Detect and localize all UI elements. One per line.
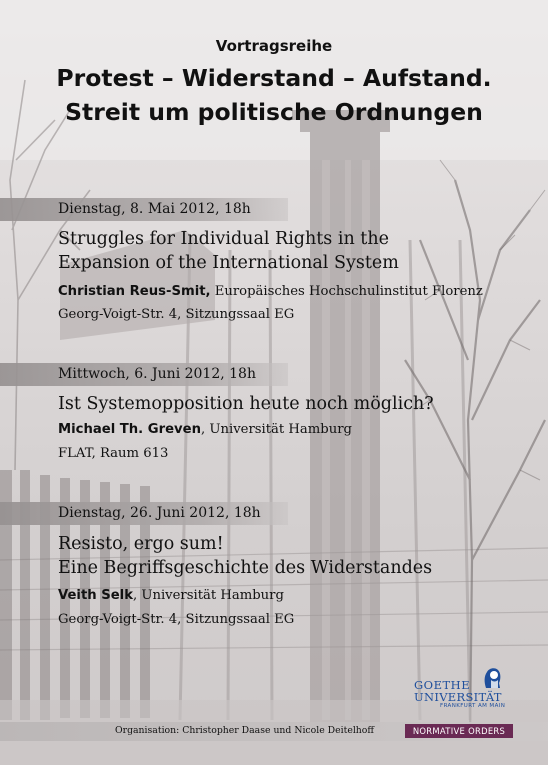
normative-orders-badge: NORMATIVE ORDERS bbox=[405, 724, 513, 738]
speaker-affiliation: , Universität Hamburg bbox=[132, 588, 284, 603]
lecture-title-line: Ist Systemopposition heute noch möglich? bbox=[58, 394, 434, 414]
logo-text-universitaet: UNIVERSITÄT bbox=[414, 690, 502, 704]
lecture-title-line: Eine Begriffsgeschichte des Widerstandes bbox=[58, 558, 433, 578]
speaker-affiliation: Europäisches Hochschulinstitut Florenz bbox=[210, 284, 483, 299]
series-label: Vortragsreihe bbox=[215, 37, 333, 55]
lecture-venue: Georg-Voigt-Str. 4, Sitzungssaal EG bbox=[58, 612, 295, 627]
logo-text-frankfurt: FRANKFURT AM MAIN bbox=[440, 703, 506, 709]
goethe-portrait-icon bbox=[478, 664, 506, 690]
organisation-credit: Organisation: Christopher Daase und Nicole Deitelhoff bbox=[115, 725, 375, 736]
lecture-venue: FLAT, Raum 613 bbox=[58, 446, 169, 461]
lecture-title-line: Resisto, ergo sum! bbox=[58, 534, 224, 554]
lecture-title-line: Expansion of the International System bbox=[58, 253, 399, 273]
speaker-line bbox=[58, 422, 352, 437]
lecture-date: Dienstag, 8. Mai 2012, 18h bbox=[58, 201, 251, 217]
speaker-affiliation: , Universität Hamburg bbox=[201, 422, 352, 437]
lecture-date: Mittwoch, 6. Juni 2012, 18h bbox=[58, 366, 256, 382]
poster-title-line-2: Streit um politische Ordnungen bbox=[65, 98, 483, 126]
goethe-university-logo bbox=[410, 664, 510, 710]
speaker-name: Michael Th. Greven bbox=[58, 422, 201, 437]
poster-title-line-1: Protest – Widerstand – Aufstand. bbox=[56, 64, 492, 92]
lecture-venue: Georg-Voigt-Str. 4, Sitzungssaal EG bbox=[58, 307, 295, 322]
speaker-line bbox=[58, 284, 483, 299]
speaker-name: Veith Selk bbox=[58, 588, 133, 603]
speaker-name: Christian Reus-Smit, bbox=[58, 284, 211, 299]
lecture-title-line: Struggles for Individual Rights in the bbox=[58, 229, 389, 249]
lecture-date: Dienstag, 26. Juni 2012, 18h bbox=[58, 505, 261, 521]
logo-text-goethe: GOETHE bbox=[414, 678, 471, 692]
speaker-line bbox=[58, 588, 284, 603]
